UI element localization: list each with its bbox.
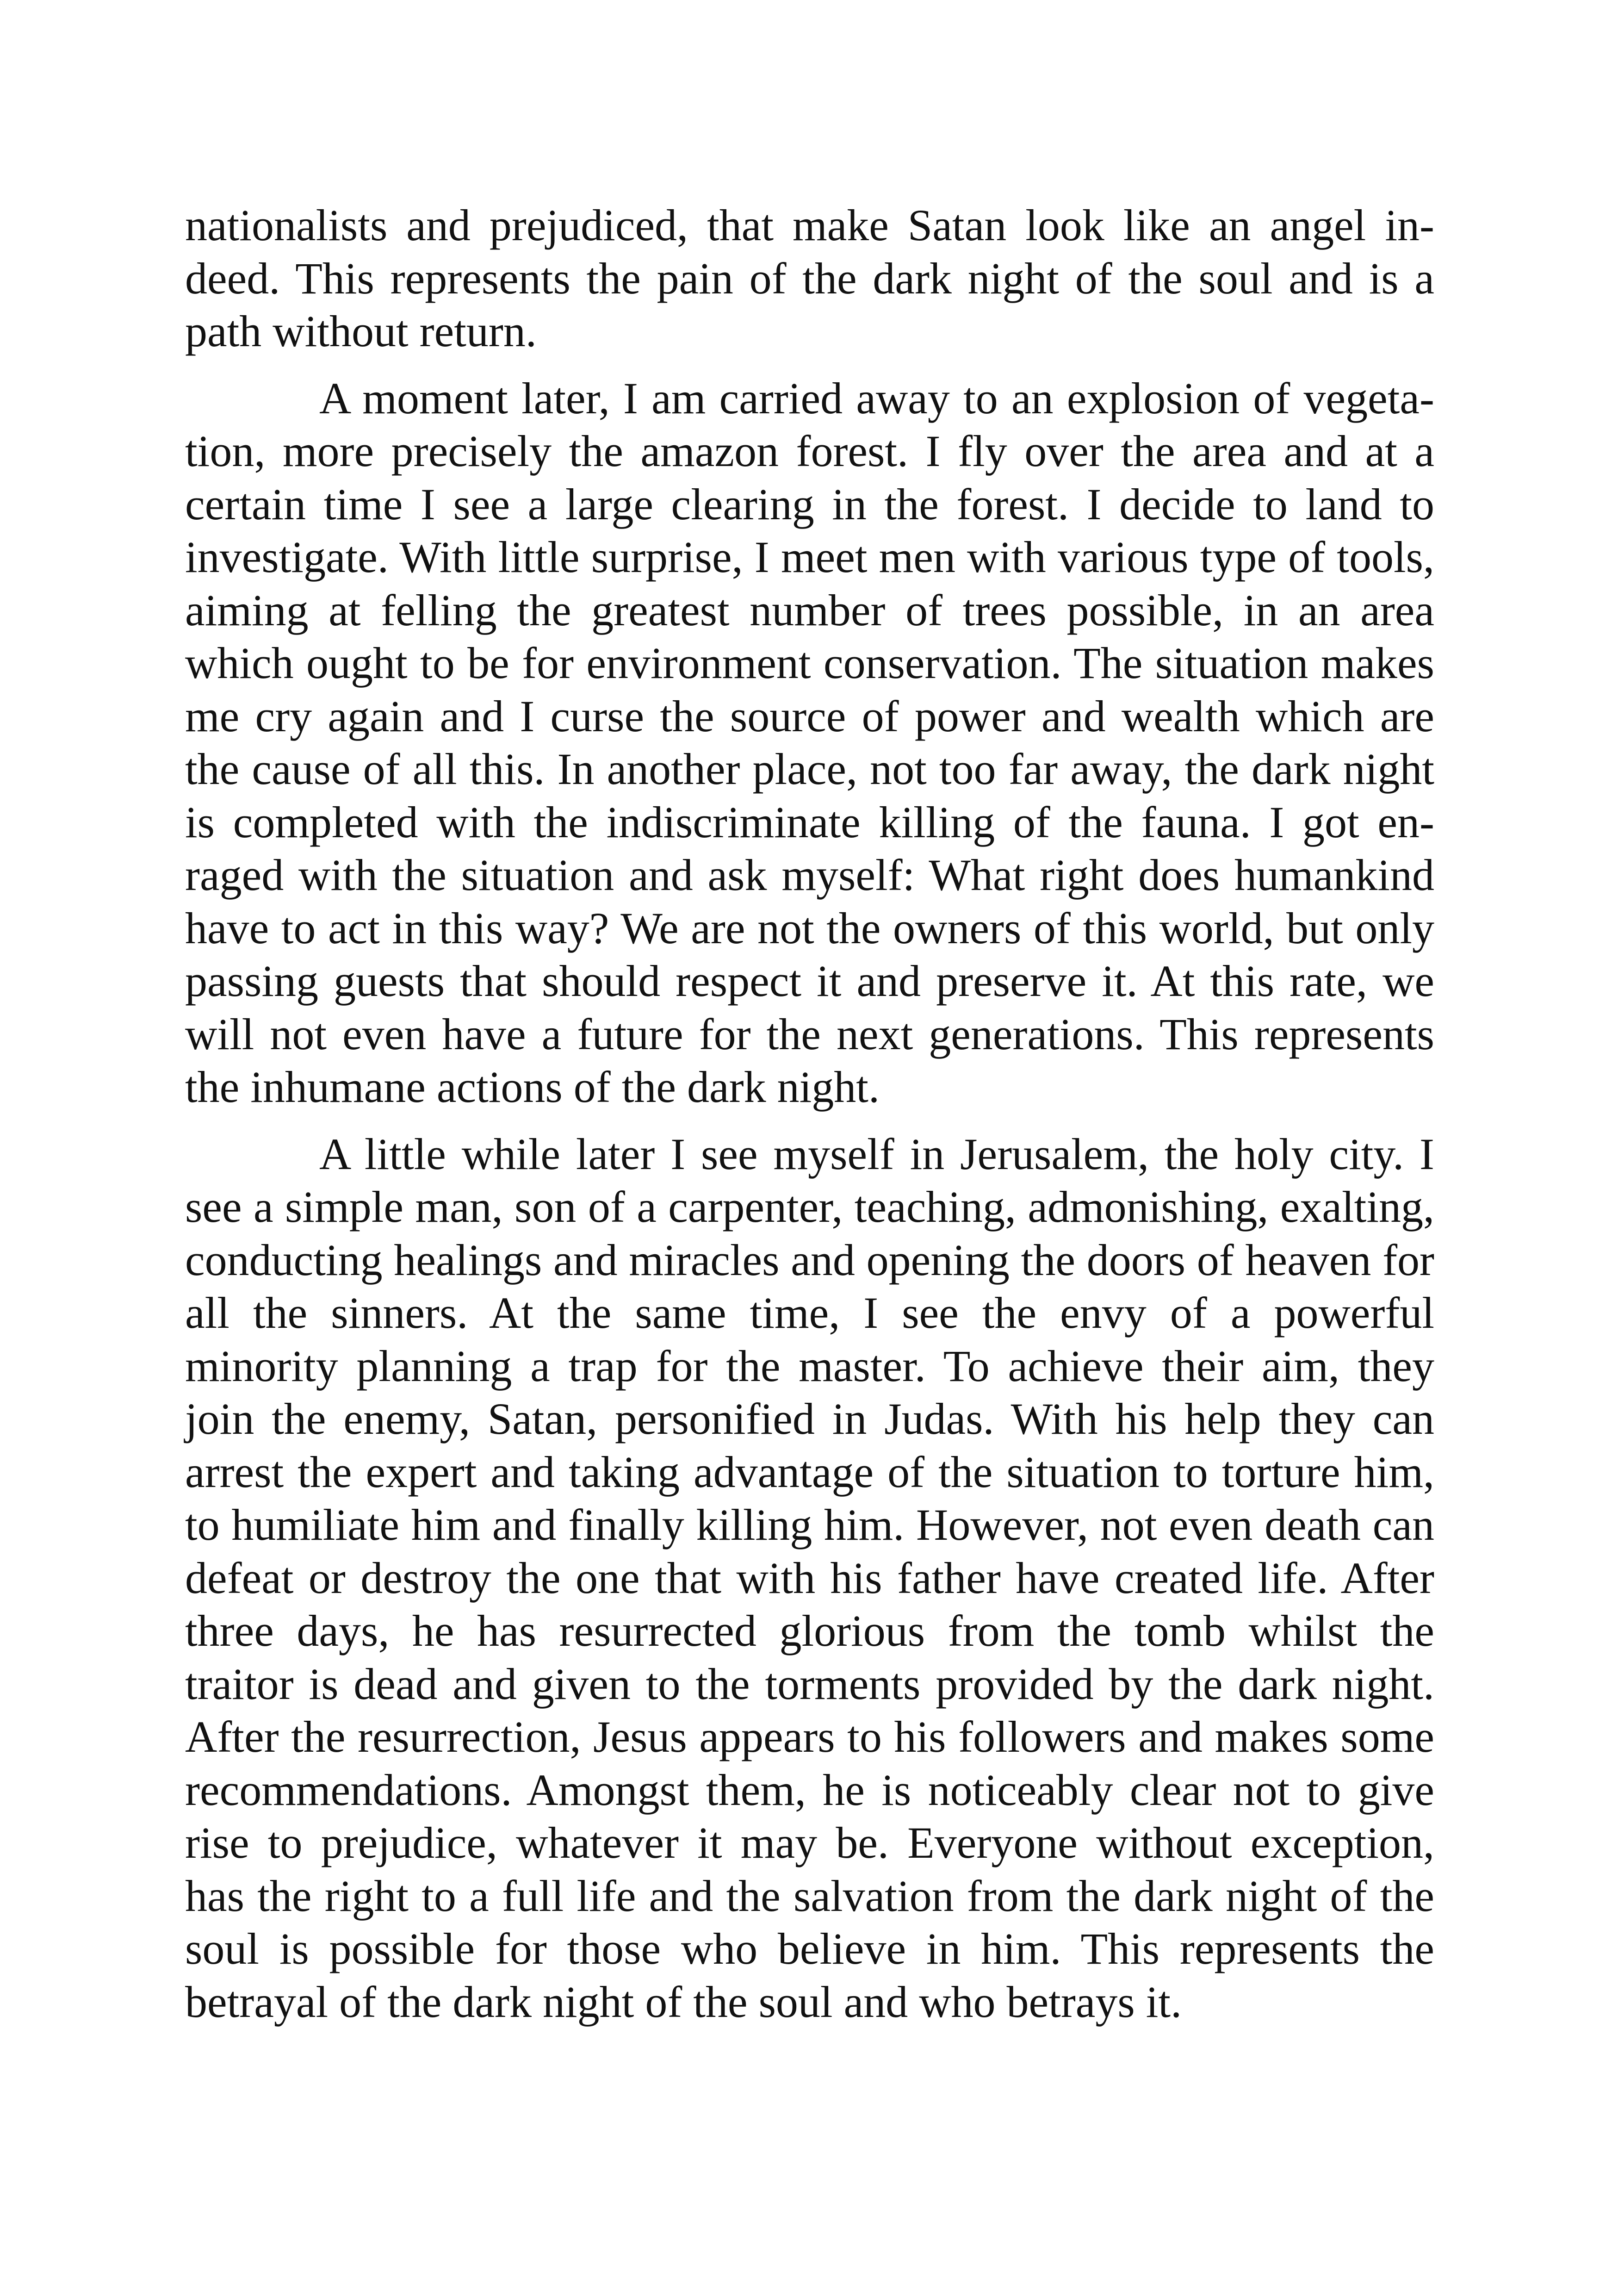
paragraph-1: nationalists and prejudiced, that make Satan look like an angel indeed. This represents the pain of the dark night of the soul and is a path without return. (185, 200, 1434, 356)
paragraph-2: A moment later, I am carried away to an explosion of vegetation, more precisely the amazon forest. I fly over the area and at a certain time I see a large clearing in the forest. I decide to land to investigate. With little surprise, I meet men with various type of tools, aiming at felling the greatest number of trees possible, in an area which ought to be for environment conservation. The situation makes me cry again and I curse the source of power and wealth which are the cause of all this. In another place, not too far away, the dark night is completed with the indiscriminate killing of the fauna. I got enraged with the situation and ask myself: What right does humankind have to act in this way? We are not the owners of this world, but only passing guests that should respect it and preserve it. At this rate, we will not even have a future for the next generations. This represents the inhumane actions of the dark night. (185, 373, 1434, 1112)
paragraph-3: A little while later I see myself in Jerusalem, the holy city. I see a simple man, son of a carpenter, teaching, admonishing, exalting, conducting healings and miracles and opening the doors of heaven for all the sinners. At the same time, I see the envy of a powerful minority planning a trap for the master. To achieve their aim, they join the enemy, Satan, personified in Judas. With his help they can arrest the expert and taking advantage of the situation to torture him, to humiliate him and finally killing him. However, not even death can defeat or destroy the one that with his father have created life. After three days, he has resurrected glorious from the tomb whilst the traitor is dead and given to the torments provided by the dark night. After the resurrection, Jesus appears to his followers and makes some recommendations. Amongst them, he is noticeably clear not to give rise to prejudice, whatever it may be. Everyone without exception, has the right to a full life and the salvation from the dark night of the soul is possible for those who believe in him. This represents the betrayal of the dark night of the soul and who betrays it. (185, 1129, 1434, 2027)
body-text (185, 199, 1434, 2042)
